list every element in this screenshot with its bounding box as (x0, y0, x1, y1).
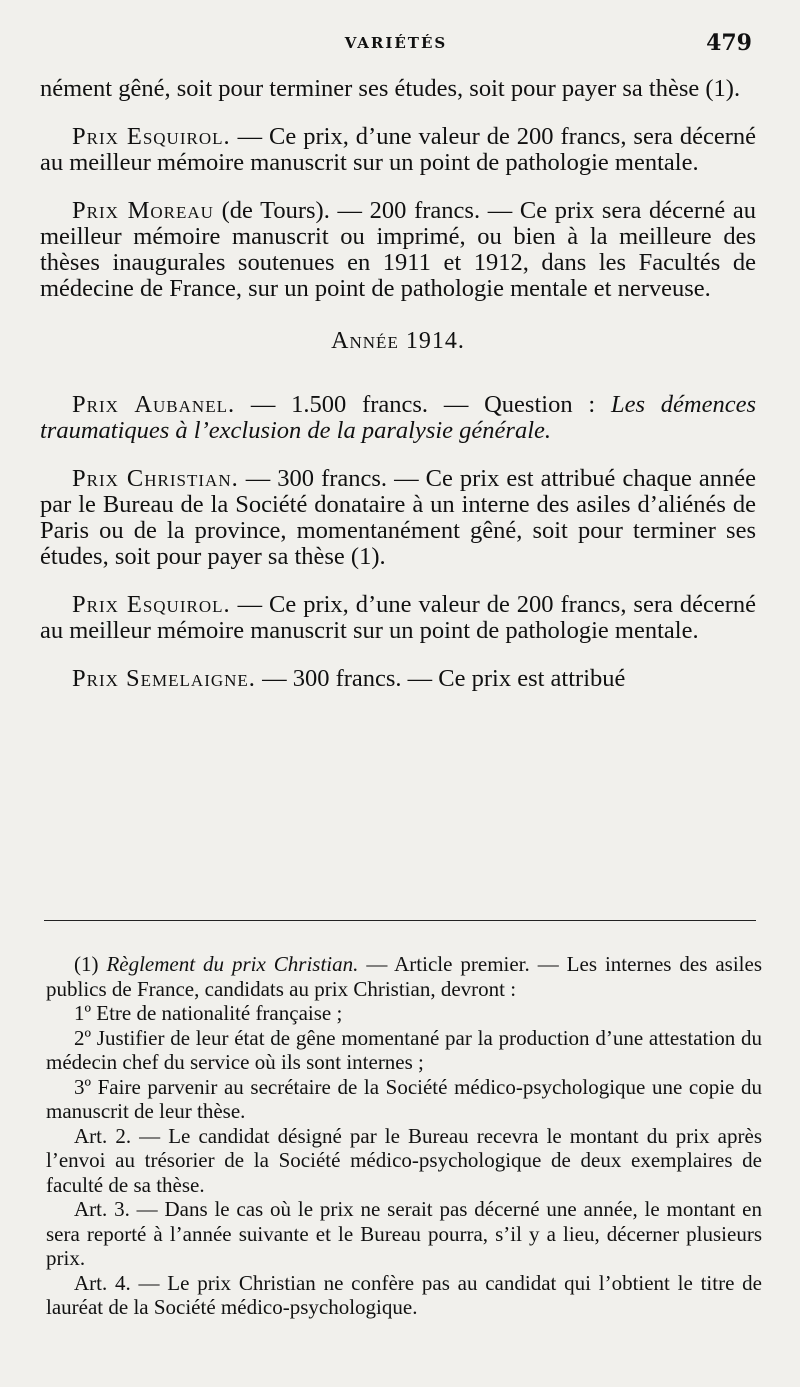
body-text (40, 76, 756, 714)
prize-name: Prix Esquirol. (72, 123, 231, 150)
prize-name: Prix Moreau (72, 197, 214, 224)
prize-text: — 300 francs. — Ce prix est attribué (255, 665, 626, 692)
prize-question: Les démences traumatiques à l’exclusion de la paralysie générale. (40, 391, 756, 444)
prize-name: Prix Christian. (72, 465, 239, 492)
footnote-article: Art. 4. — Le prix Christian ne confère pas au candidat qui l’obtient le titre de lauréat de la Société médico-psychologique. (46, 1270, 762, 1319)
footnote-item: 2º Justifier de leur état de gêne momentané par la production d’une attestation du médecin chef du service où ils sont internes ; (46, 1025, 762, 1074)
prize-text: — Ce prix, d’une valeur de 200 francs, sera décerné au meilleur mémoire manuscrit sur un point de pathologie mentale. (40, 591, 756, 644)
continuation-paragraph: nément gêné, soit pour terminer ses études, soit pour payer sa thèse (1). (40, 75, 741, 102)
prize-name-suffix: (de Tours). (213, 197, 330, 224)
footnote-intro-text: — Article premier. — Les internes des asiles publics de France, candidats au prix Christian, devront : (46, 952, 762, 1001)
footnote-title: Règlement du prix Christian. (106, 952, 359, 976)
prize-text: — 1.500 francs. — Question : (235, 391, 611, 418)
prize-name: Prix Esquirol. (72, 591, 231, 618)
footnote-item: 1º Etre de nationalité française ; (74, 1001, 343, 1025)
footnote-article: Art. 3. — Dans le cas où le prix ne serait pas décerné une année, le montant en sera reporté à l’année suivante et le Bureau pourra, s’il y a lieu, décerner plusieurs prix. (46, 1197, 762, 1270)
prize-text: — Ce prix, d’une valeur de 200 francs, sera décerné au meilleur mémoire manuscrit sur un point de pathologie mentale. (40, 123, 756, 176)
prix-semelaigne-paragraph (40, 666, 756, 692)
footnote-rule (44, 920, 756, 921)
prix-moreau-paragraph (40, 198, 756, 302)
prix-esquirol-paragraph (40, 124, 756, 176)
prix-esquirol-paragraph (40, 592, 756, 644)
prize-text: — 300 francs. — Ce prix est attribué chaque année par le Bureau de la Société donataire à un interne des asiles d’aliénés de Paris ou de la province, momentanément gêné, soit pour terminer ses études, soit pour payer sa thèse (1). (40, 465, 756, 570)
footnote-intro (46, 952, 762, 1001)
prize-name: Prix Semelaigne. (72, 665, 256, 692)
footnote-article: Art. 2. — Le candidat désigné par le Bureau recevra le montant du prix après l’envoi au trésorier de la Société médico-psychologique de deux exemplaires de faculté de sa thèse. (46, 1123, 762, 1197)
footnote-item: 3º Faire parvenir au secrétaire de la Société médico-psychologique une copie du manuscrit de leur thèse. (46, 1074, 762, 1123)
footnotes (46, 952, 762, 1320)
running-head-title: VARIÉTÉS (344, 34, 448, 52)
section-heading: Année 1914. (331, 328, 465, 354)
prize-text: — 200 francs. — Ce prix sera décerné au meilleur mémoire manuscrit ou imprimé, ou bien à la meilleure des thèses inaugurales soutenues en 1911 et 1912, dans les Facultés de médecine de France, sur un point de pathologie mentale et nerveuse. (40, 197, 756, 302)
prix-christian-paragraph (40, 466, 756, 570)
footnote-marker: (1) (74, 952, 107, 976)
running-head (40, 30, 752, 62)
prix-aubanel-paragraph (40, 392, 756, 444)
prize-name: Prix Aubanel. (72, 391, 236, 418)
page-number: 479 (706, 30, 752, 56)
